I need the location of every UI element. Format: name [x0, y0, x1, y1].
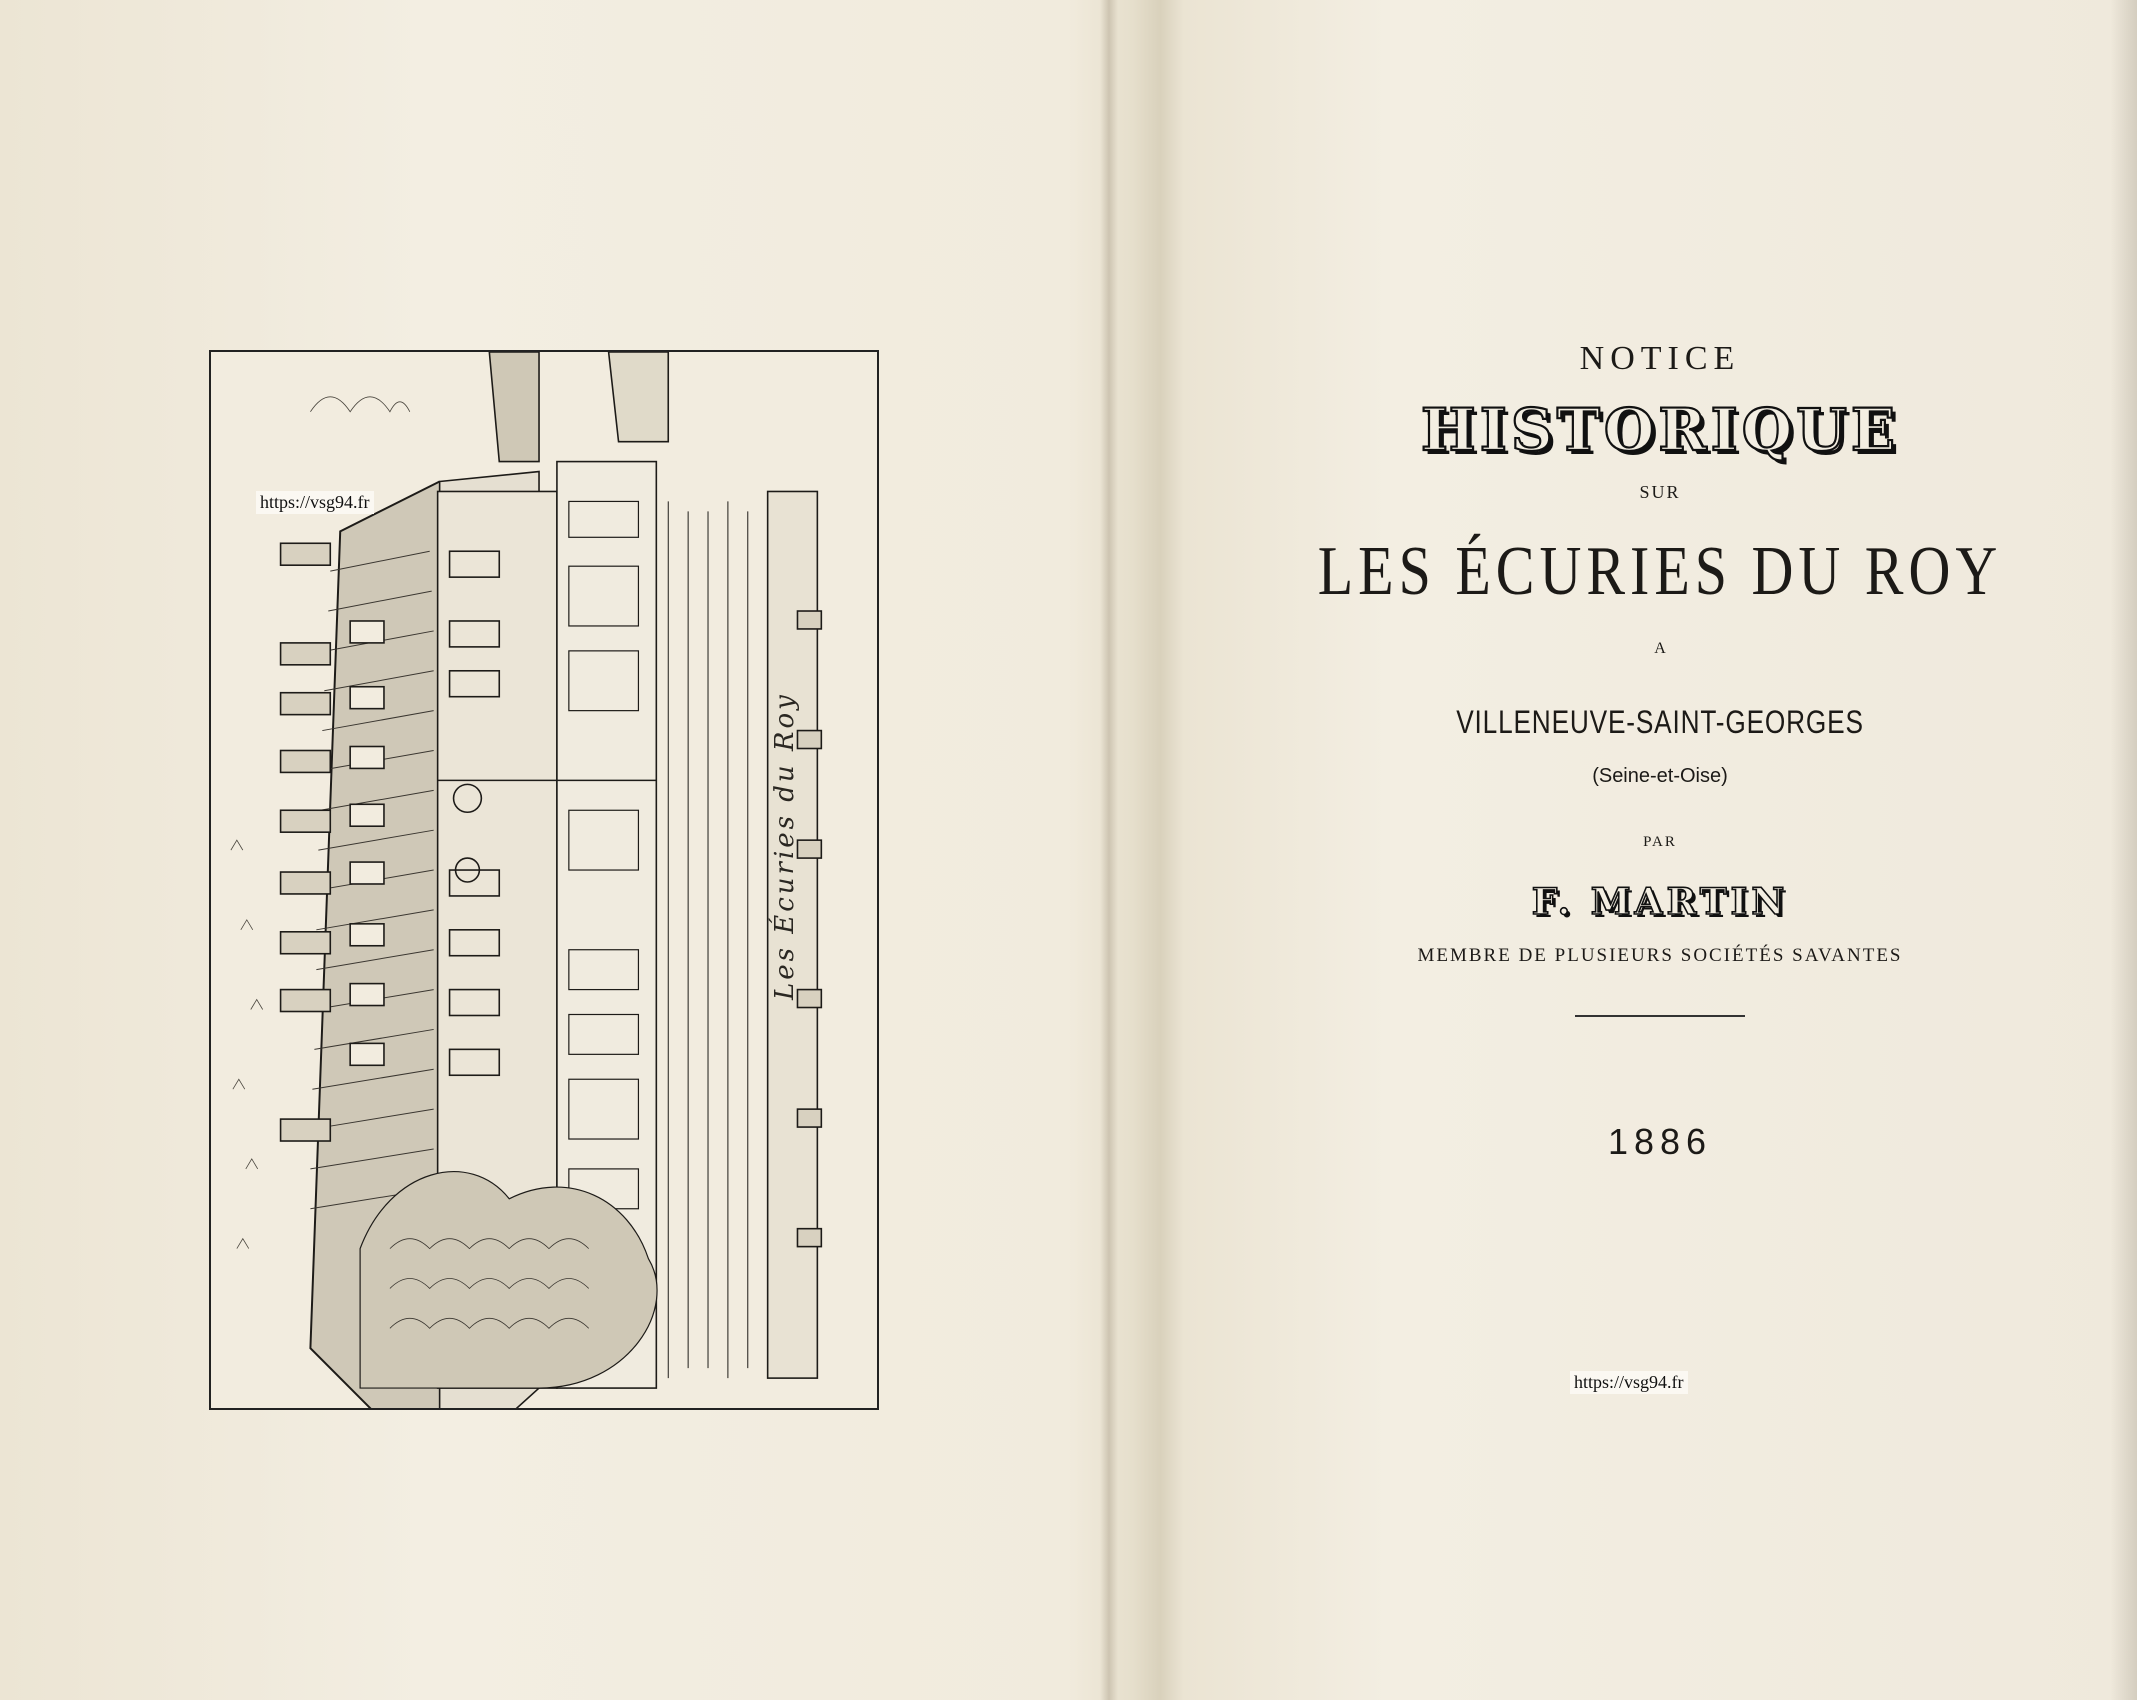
- title-a: A: [1654, 640, 1666, 657]
- title-place: VILLENEUVE-SAINT-GEORGES: [1456, 704, 1864, 740]
- title-historique: HISTORIQUE: [1420, 396, 1900, 464]
- title-par: PAR: [1643, 834, 1677, 850]
- watermark-left[interactable]: https://vsg94.fr: [256, 491, 374, 514]
- author-title: MEMBRE DE PLUSIEURS SOCIÉTÉS SAVANTES: [1417, 945, 1903, 966]
- author-name: F. MARTIN: [1531, 881, 1789, 923]
- title-page: [1200, 330, 2120, 1163]
- publication-year: 1886: [1607, 1121, 1713, 1162]
- title-rule: [1575, 1015, 1745, 1017]
- book-gutter: [1100, 0, 1118, 1700]
- title-notice: NOTICE: [1579, 340, 1741, 377]
- engraving-caption: Les Écuries du Roy: [770, 692, 800, 1000]
- title-ecuries: LES ÉCURIES DU ROY: [1317, 531, 2003, 610]
- title-sur: SUR: [1639, 482, 1681, 502]
- title-department: (Seine-et-Oise): [1592, 765, 1728, 787]
- watermark-right[interactable]: https://vsg94.fr: [1570, 1371, 1688, 1394]
